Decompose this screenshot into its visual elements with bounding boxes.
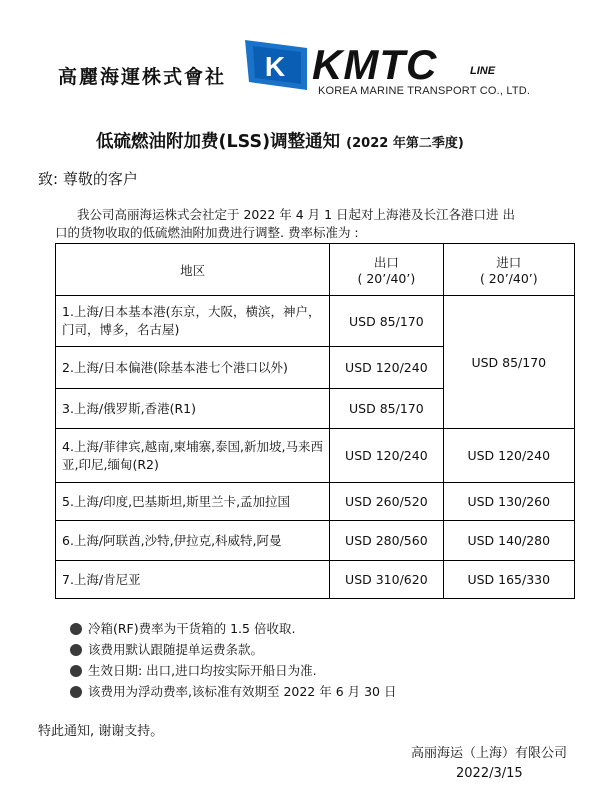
note-text: 该费用为浮动费率,该标准有效期至 2022 年 6 月 30 日 [88, 684, 397, 699]
row-import: USD 165/330 [443, 561, 574, 599]
header-export-label: 出口 [373, 255, 399, 270]
table-row [56, 561, 575, 599]
table-row [56, 429, 575, 483]
row-export: USD 85/170 [330, 296, 443, 347]
bullet-icon [70, 665, 82, 677]
notes-list [70, 618, 397, 702]
note-item [70, 681, 397, 702]
header-export [330, 244, 443, 296]
bullet-icon [70, 686, 82, 698]
header-import-sub: ( 20’/40’) [479, 271, 538, 286]
rate-table [55, 243, 575, 599]
table-header-row [56, 244, 575, 296]
row-area: 1.上海/日本基本港(东京，大阪，横滨，神户，门司，博多，名古屋) [56, 296, 330, 347]
salutation: 致: 尊敬的客户 [38, 170, 138, 188]
header-import-label: 进口 [496, 255, 522, 270]
row-export: USD 85/170 [330, 389, 443, 429]
intro-paragraph [55, 206, 575, 242]
note-item [70, 639, 397, 660]
row-import: USD 120/240 [443, 429, 574, 483]
signature-date: 2022/3/15 [456, 766, 523, 781]
table-row [56, 521, 575, 561]
header-area: 地区 [56, 244, 330, 296]
header-export-sub: ( 20’/40’) [357, 271, 416, 286]
note-text: 冷箱(RF)费率为干货箱的 1.5 倍收取. [88, 621, 296, 636]
notice-title [96, 128, 464, 153]
row-export: USD 120/240 [330, 429, 443, 483]
header-import [443, 244, 574, 296]
closing-line: 特此通知, 谢谢支持。 [38, 724, 164, 739]
note-text: 生效日期: 出口,进口均按实际开船日为准. [88, 663, 317, 678]
table-row [56, 296, 575, 347]
row-area: 2.上海/日本偏港(除基本港七个港口以外) [56, 347, 330, 389]
bullet-icon [70, 623, 82, 635]
row-export: USD 280/560 [330, 521, 443, 561]
note-item [70, 660, 397, 681]
row-import: USD 130/260 [443, 483, 574, 521]
row-export: USD 310/620 [330, 561, 443, 599]
row-area: 5.上海/印度,巴基斯坦,斯里兰卡,孟加拉国 [56, 483, 330, 521]
row-area: 3.上海/俄罗斯,香港(R1) [56, 389, 330, 429]
note-item [70, 618, 397, 639]
row-area: 7.上海/肯尼亚 [56, 561, 330, 599]
bullet-icon [70, 644, 82, 656]
kmtc-logo-icon [245, 40, 307, 90]
row-import-merged: USD 85/170 [443, 296, 574, 429]
note-text: 该费用默认跟随提单运费条款。 [88, 642, 264, 657]
intro-line-1: 我公司高丽海运株式会社定于 2022 年 4 月 1 日起对上海港及长江各港口进 出 [77, 207, 516, 222]
row-area: 4.上海/菲律宾,越南,柬埔寨,泰国,新加坡,马来西亚,印尼,缅甸(R2) [56, 429, 330, 483]
intro-line-2: 口的货物收取的低硫燃油附加费进行调整. 费率标准为 : [55, 225, 359, 240]
signature-company: 高丽海运（上海）有限公司 [411, 746, 568, 761]
kmtc-logo-letter: K [264, 51, 286, 82]
notice-title-suffix: (2022 年第二季度) [346, 136, 464, 151]
table-row [56, 483, 575, 521]
notice-title-main: 低硫燃油附加费(LSS)调整通知 [96, 132, 341, 152]
kmtc-company-name: KOREA MARINE TRANSPORT CO., LTD. [318, 85, 531, 97]
row-area: 6.上海/阿联酋,沙特,伊拉克,科威特,阿曼 [56, 521, 330, 561]
row-export: USD 260/520 [330, 483, 443, 521]
row-import: USD 140/280 [443, 521, 574, 561]
kmtc-wordmark: KMTC [312, 41, 438, 88]
kmtc-line-label: LINE [470, 65, 496, 77]
row-export: USD 120/240 [330, 347, 443, 389]
company-logo-chinese: 高麗海運株式會社 [58, 66, 227, 88]
